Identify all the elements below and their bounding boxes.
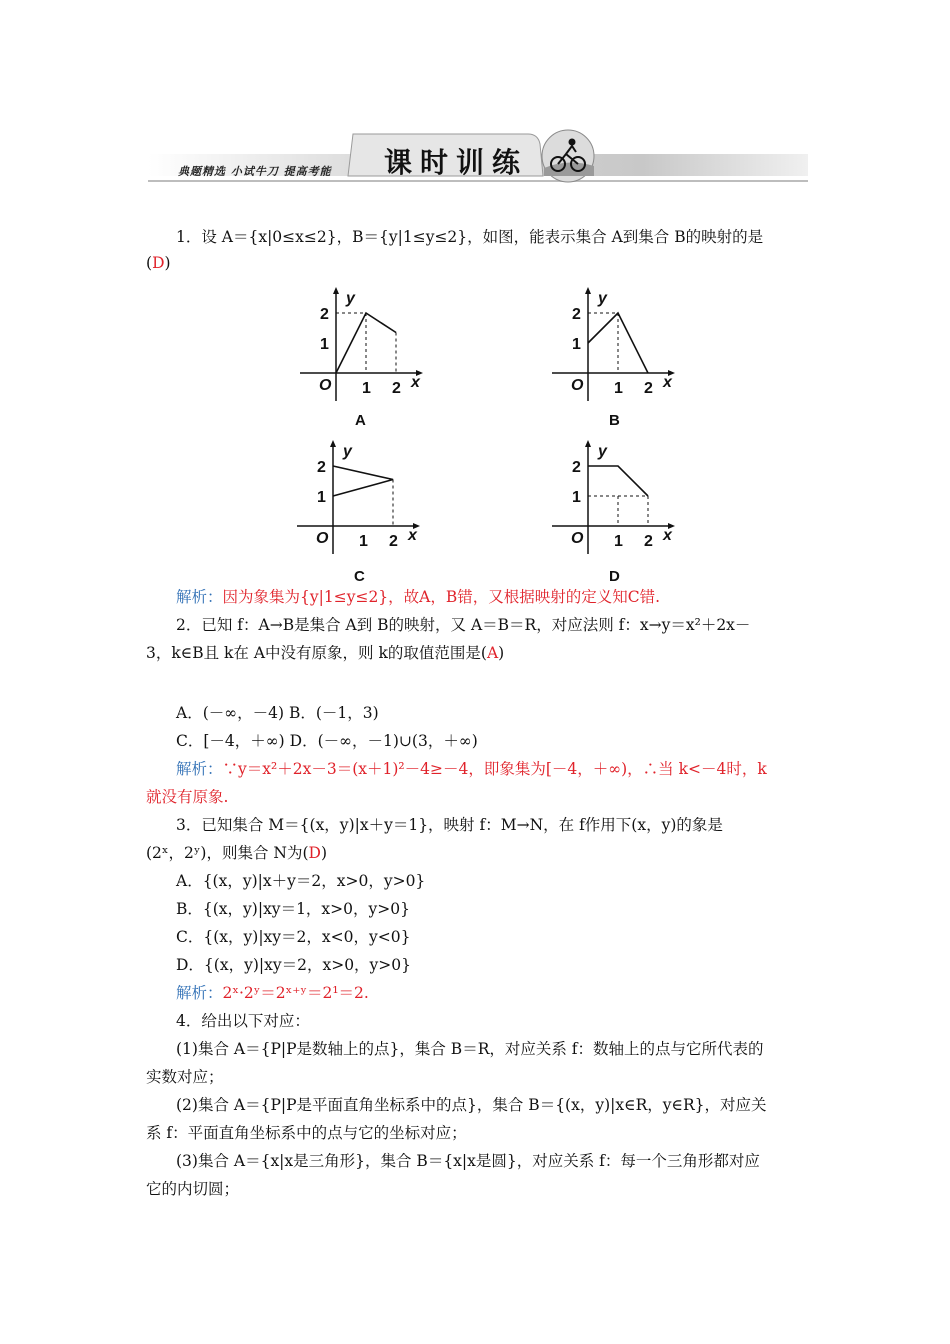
q3-option-a: A．{(x，y)|x＋y＝2，x>0，y>0} bbox=[176, 872, 426, 890]
graph-a-y-label: y bbox=[346, 290, 355, 307]
q2-analysis-line2: 就没有原象. bbox=[146, 788, 229, 806]
graph-a-ytick-2: 2 bbox=[320, 306, 329, 323]
graph-d-ytick-2: 2 bbox=[572, 459, 581, 476]
figure-label-d: D bbox=[609, 568, 620, 585]
graph-a-x-label: x bbox=[411, 374, 420, 391]
q2-line2-text: 3，k∈B且 k在 A中没有原象，则 k的取值范围是( bbox=[146, 644, 487, 662]
graph-c-xtick-2: 2 bbox=[389, 533, 398, 550]
q2-analysis-text: ∵y＝x²＋2x－3＝(x＋1)²－4≥－4，即象集为[－4，＋∞)，∴当 k<－4时，k bbox=[222, 760, 767, 778]
q1-text: 1．设 A＝{x|0≤x≤2}，B＝{y|1≤y≤2}，如图，能表示集合 A到集合 B的映射的是 bbox=[176, 228, 764, 246]
banner-title: 课时训练 bbox=[384, 146, 529, 179]
q2-options-ab: A．(－∞，－4) B．(－1，3) bbox=[176, 704, 379, 722]
graph-d-x-label: x bbox=[663, 527, 672, 544]
q4-intro: 4．给出以下对应： bbox=[176, 1012, 310, 1030]
q4-item3-line2: 它的内切圆； bbox=[146, 1180, 240, 1198]
figure-label-b: B bbox=[609, 412, 620, 429]
paren-close: ) bbox=[320, 844, 327, 862]
graph-b-xtick-1: 1 bbox=[614, 380, 623, 397]
graph-a-origin-label: O bbox=[319, 377, 332, 394]
q2-text-line1: 2．已知 f：A→B是集合 A到 B的映射，又 A＝B＝R，对应法则 f：x→y＝x²＋2x－ bbox=[176, 616, 751, 634]
q2-options-cd: C．[－4，＋∞) D．(－∞，－1)∪(3，＋∞) bbox=[176, 732, 478, 750]
graph-d-y-arrow bbox=[585, 440, 591, 447]
graph-b-xtick-2: 2 bbox=[644, 380, 653, 397]
graph-a-y-arrow bbox=[333, 287, 339, 294]
graph-b-ytick-2: 2 bbox=[572, 306, 581, 323]
graph-d-origin-label: O bbox=[571, 530, 584, 547]
figure-label-a: A bbox=[355, 412, 366, 429]
q2-analysis-line1 bbox=[176, 758, 767, 780]
q3-answer: D bbox=[308, 844, 321, 862]
q1-answer: D bbox=[152, 254, 165, 272]
paren-open: ( bbox=[146, 254, 153, 272]
q4-item2-line1: (2)集合 A＝{P|P是平面直角坐标系中的点}，集合 B＝{(x，y)|x∈R，y∈R}，对应关 bbox=[176, 1096, 767, 1114]
graph-b-origin-label: O bbox=[571, 377, 584, 394]
banner-tagline: 典题精选 小试牛刀 提高考能 bbox=[178, 165, 332, 178]
q4-item1-line2: 实数对应； bbox=[146, 1068, 224, 1086]
cyclist-icon bbox=[548, 136, 588, 176]
q4-item1-line1: (1)集合 A＝{P|P是数轴上的点}，集合 B＝R，对应关系 f：数轴上的点与它所代表的 bbox=[176, 1040, 764, 1058]
analysis-label: 解析： bbox=[176, 588, 223, 606]
q3-option-c: C．{(x，y)|xy＝2，x<0，y<0} bbox=[176, 928, 411, 946]
analysis-label: 解析： bbox=[176, 984, 223, 1002]
graph-c-ytick-1: 1 bbox=[317, 489, 326, 506]
graph-c-y-label: y bbox=[343, 443, 352, 460]
graph-a-xtick-2: 2 bbox=[392, 380, 401, 397]
q3-analysis bbox=[176, 982, 369, 1004]
graph-c-origin-label: O bbox=[316, 530, 329, 547]
q1-analysis bbox=[176, 586, 660, 608]
graph-c-xtick-1: 1 bbox=[359, 533, 368, 550]
graph-b-x-label: x bbox=[663, 374, 672, 391]
graph-a-xtick-1: 1 bbox=[362, 380, 371, 397]
q3-line2-text: (2ˣ，2ʸ)，则集合 N为( bbox=[146, 844, 309, 862]
graph-d-curve bbox=[588, 466, 648, 496]
graph-b-y-arrow bbox=[585, 287, 591, 294]
graph-d-xtick-1: 1 bbox=[614, 533, 623, 550]
q2-text-line2 bbox=[146, 642, 504, 664]
q3-analysis-text: 2ˣ·2ʸ＝2ˣ⁺ʸ＝2¹＝2. bbox=[222, 984, 369, 1002]
graph-b-y-label: y bbox=[598, 290, 607, 307]
lesson-banner bbox=[148, 128, 808, 188]
graph-c-curve bbox=[333, 466, 393, 496]
paren-close: ) bbox=[164, 254, 171, 272]
graph-a-ytick-1: 1 bbox=[320, 336, 329, 353]
graph-c-x-label: x bbox=[408, 527, 417, 544]
q1-figures bbox=[0, 280, 950, 620]
graph-c-ytick-2: 2 bbox=[317, 459, 326, 476]
q4-item2-line2: 系 f：平面直角坐标系中的点与它的坐标对应； bbox=[146, 1124, 467, 1142]
graph-b-ytick-1: 1 bbox=[572, 336, 581, 353]
q2-answer: A bbox=[486, 644, 499, 662]
graph-d-xtick-2: 2 bbox=[644, 533, 653, 550]
paren-close: ) bbox=[498, 644, 505, 662]
graph-c-y-arrow bbox=[330, 440, 336, 447]
q3-option-b: B．{(x，y)|xy＝1，x>0，y>0} bbox=[176, 900, 410, 918]
q3-text-line2 bbox=[146, 842, 327, 864]
q3-option-d: D．{(x，y)|xy＝2，x>0，y>0} bbox=[176, 956, 412, 974]
q1-answer-line bbox=[146, 252, 171, 274]
q1-analysis-text: 因为象集为{y|1≤y≤2}，故A，B错，又根据映射的定义知C错. bbox=[222, 588, 661, 606]
graph-d-ytick-1: 1 bbox=[572, 489, 581, 506]
q4-item3-line1: (3)集合 A＝{x|x是三角形}，集合 B＝{x|x是圆}，对应关系 f：每一个三角形都对应 bbox=[176, 1152, 760, 1170]
analysis-label: 解析： bbox=[176, 760, 223, 778]
q3-text-line1: 3．已知集合 M＝{(x，y)|x＋y＝1}，映射 f：M→N，在 f作用下(x，y)的象是 bbox=[176, 816, 723, 834]
figure-label-c: C bbox=[354, 568, 365, 585]
graph-d-y-label: y bbox=[598, 443, 607, 460]
